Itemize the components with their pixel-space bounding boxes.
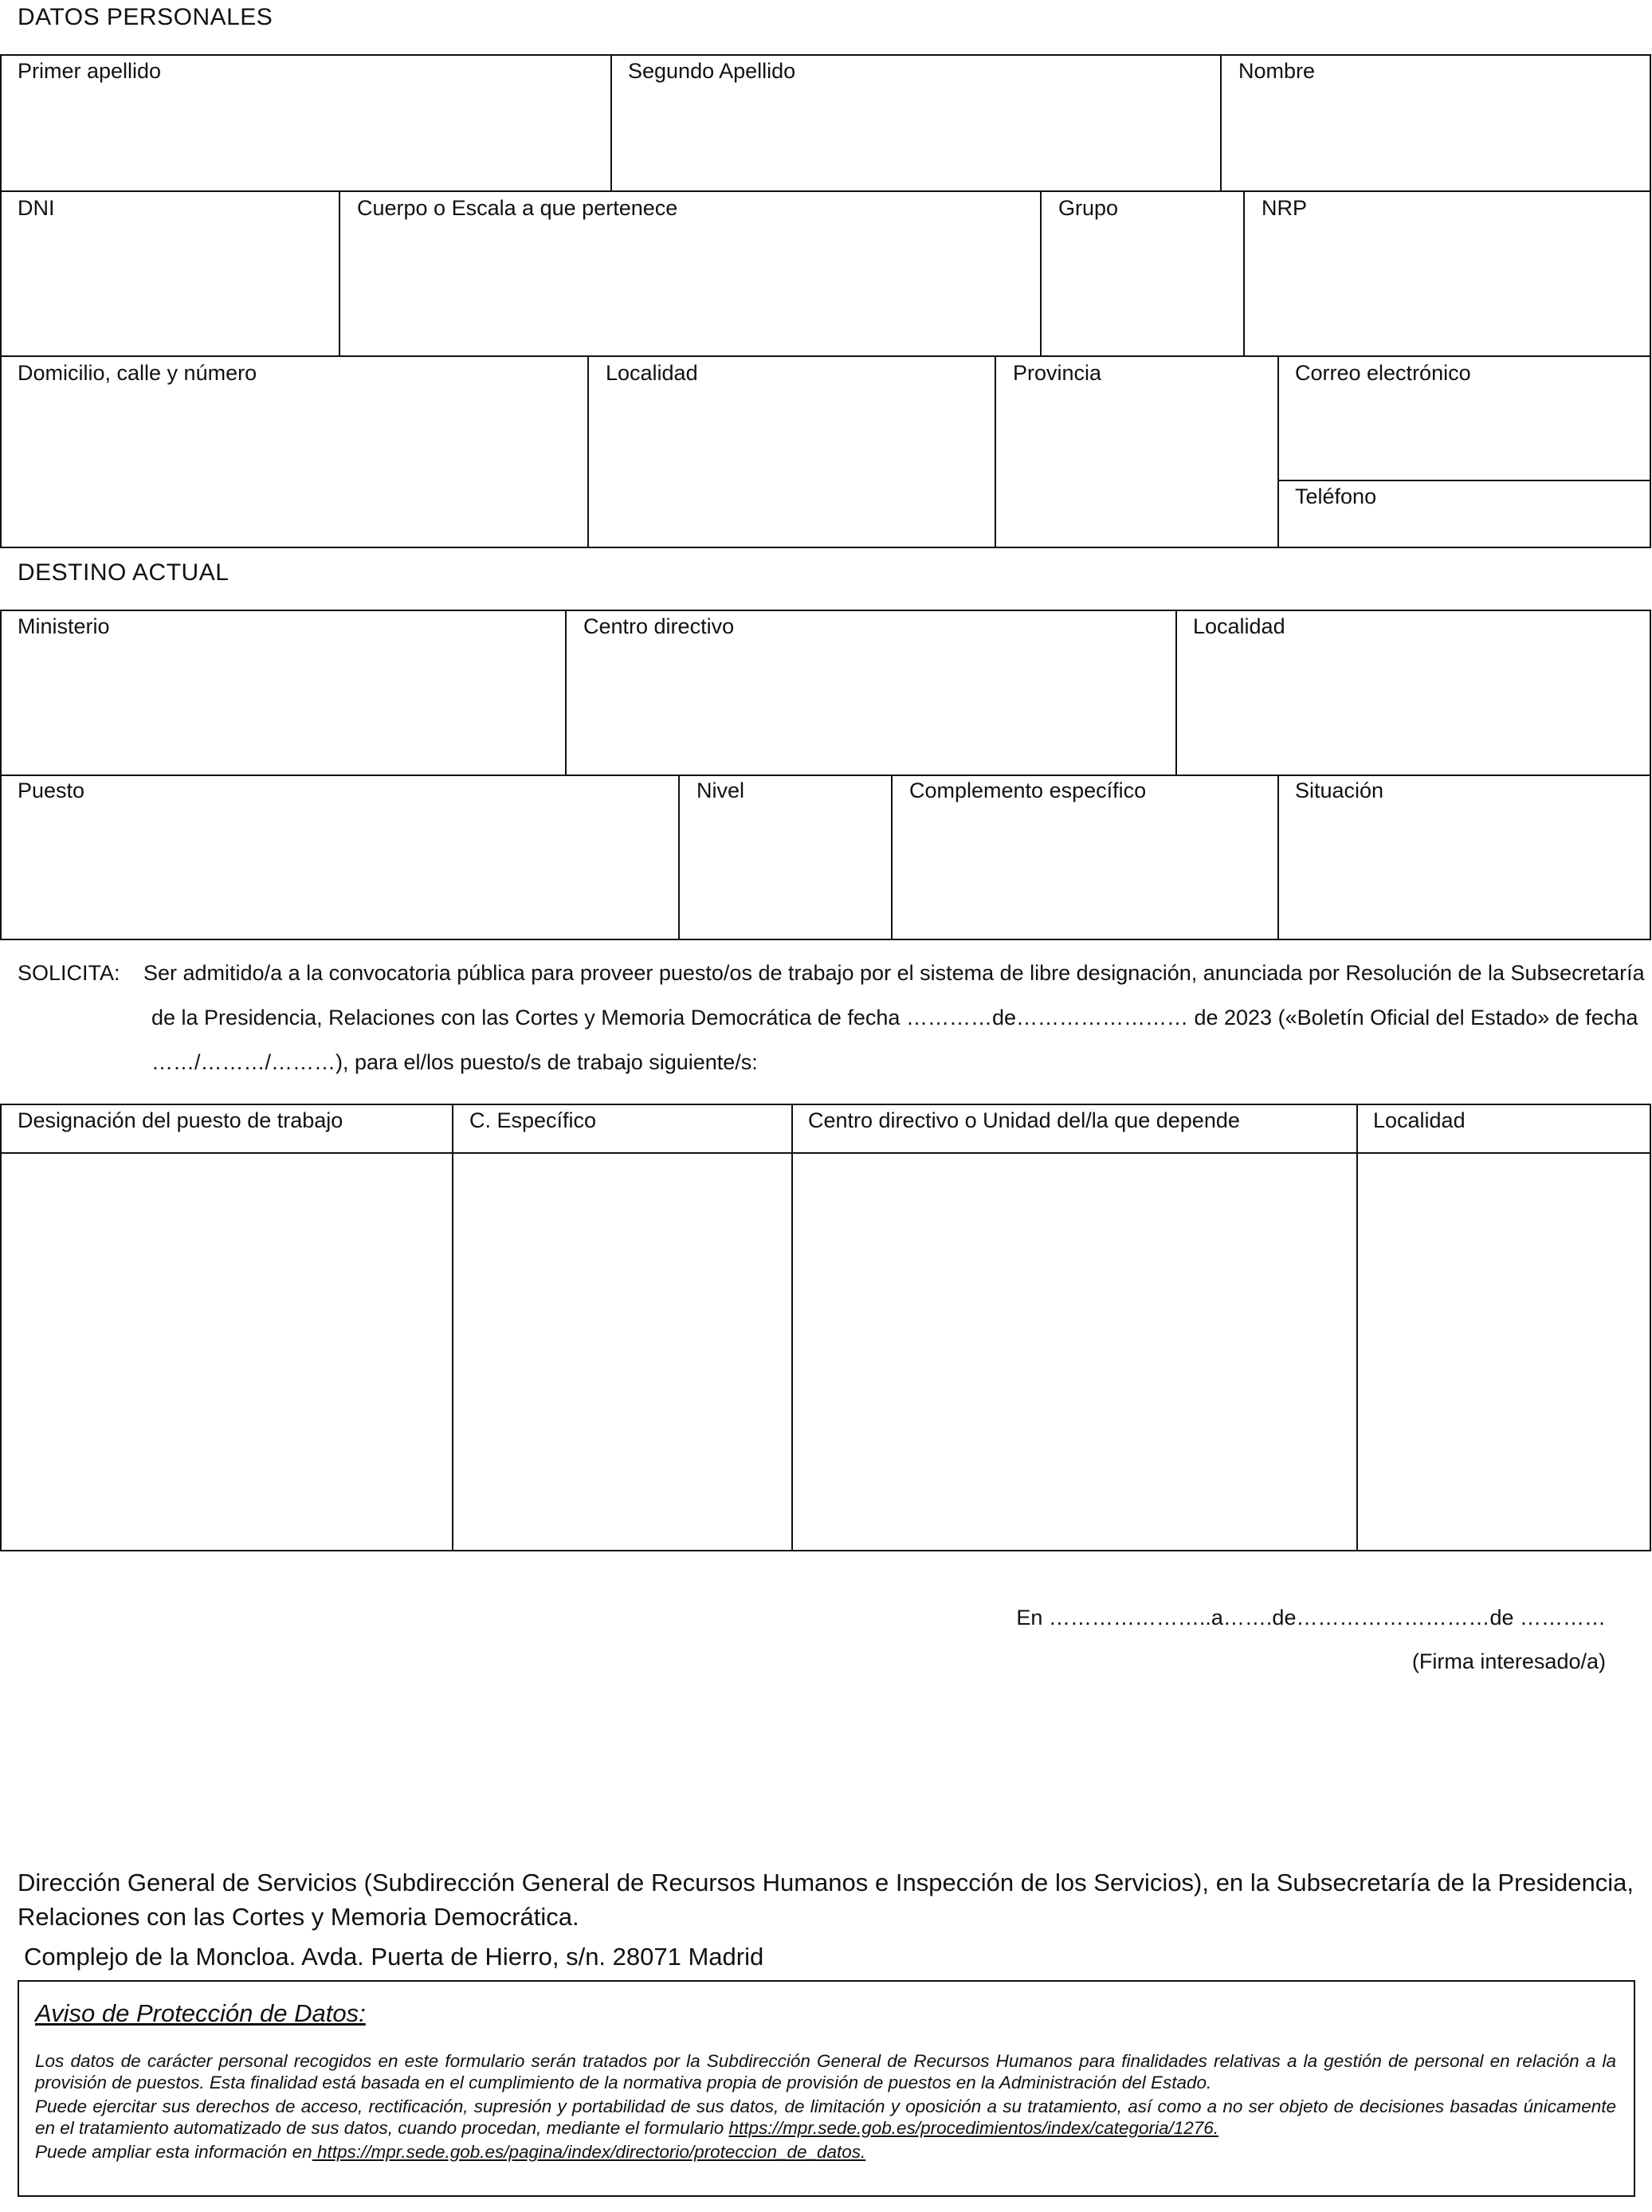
puesto-localidad-cell[interactable] [1358, 1154, 1650, 1550]
label-grupo: Grupo [1058, 196, 1119, 220]
privacy-paragraph-3-text: Puede ampliar esta información en [35, 2142, 312, 2162]
puesto-field[interactable] [2, 776, 678, 939]
label-dni: DNI [18, 196, 55, 220]
footer-address: Complejo de la Moncloa. Avda. Puerta de Hierro, s/n. 28071 Madrid [24, 1943, 764, 1971]
signature-area[interactable] [956, 1689, 1610, 1809]
designacion-cell[interactable] [2, 1154, 452, 1550]
centro-directivo-cell[interactable] [793, 1154, 1356, 1550]
label-nombre: Nombre [1238, 59, 1316, 83]
label-destino-localidad: Localidad [1193, 614, 1285, 638]
firma-caption: (Firma interesado/a) [1411, 1649, 1606, 1673]
footer-line-2: Relaciones con las Cortes y Memoria Democrática. [18, 1903, 579, 1931]
privacy-title: Aviso de Protección de Datos: [35, 1999, 366, 2027]
solicita-label: SOLICITA: [18, 961, 120, 985]
footer-line-1: Dirección General de Servicios (Subdirección General de Recursos Humanos e Inspección de los Servicios), en la Subsecretaría de la Presidencia, [18, 1869, 1634, 1896]
label-nivel: Nivel [697, 779, 745, 802]
table-header-c-especifico: C. Específico [469, 1108, 597, 1132]
privacy-paragraph-1: Los datos de carácter personal recogidos en este formulario serán tratados por la Subdirección General de Recursos Humanos para finalidades relativas a la gestión de personal en relación a la provisión de puestos. Esta finalidad está basada en el cumplimiento de la normativa propia de provisión de puestos en la Administración del Estado. [35, 2051, 1616, 2092]
firma-place-date: En …………………..a…….de………………………de ………… [1016, 1606, 1606, 1630]
label-centro-directivo: Centro directivo [583, 614, 735, 638]
label-primer-apellido: Primer apellido [18, 59, 162, 83]
c-especifico-cell[interactable] [453, 1154, 791, 1550]
label-telefono: Teléfono [1295, 484, 1377, 508]
label-localidad: Localidad [606, 361, 698, 385]
label-complemento: Complemento específico [909, 779, 1147, 802]
label-cuerpo: Cuerpo o Escala a que pertenece [357, 196, 678, 220]
privacy-paragraph-3 [35, 2141, 1616, 2163]
proteccion-datos-link[interactable]: https://mpr.sede.gob.es/pagina/index/directorio/proteccion_de_datos. [312, 2142, 866, 2162]
privacy-paragraph-2-text: Puede ejercitar sus derechos de acceso, rectificación, supresión y portabilidad de sus datos, de limitación y oposición a su tratamiento, así como a no ser objeto de decisiones basadas únicamente en el tratamiento automatizado de sus datos, cuando procedan, mediante el formulario [35, 2096, 1616, 2138]
procedimientos-link[interactable]: https://mpr.sede.gob.es/procedimientos/index/categoria/1276. [728, 2118, 1219, 2138]
section-title-destino-actual: DESTINO ACTUAL [18, 559, 230, 586]
solicita-line-1: Ser admitido/a a la convocatoria pública para proveer puesto/os de trabajo por el sistema de libre designación, anunciada por Resolución de la Subsecretaría [143, 961, 1645, 985]
label-nrp: NRP [1262, 196, 1308, 220]
table-header-designacion: Designación del puesto de trabajo [18, 1108, 343, 1132]
label-domicilio: Domicilio, calle y número [18, 361, 257, 385]
label-situacion: Situación [1295, 779, 1384, 802]
privacy-paragraph-2 [35, 2096, 1616, 2139]
label-provincia: Provincia [1013, 361, 1102, 385]
label-puesto: Puesto [18, 779, 85, 802]
solicita-line-2: de la Presidencia, Relaciones con las Cortes y Memoria Democrática de fecha …………de…………………… de 2023 («Boletín Oficial del Estado» de fecha [151, 1006, 1638, 1030]
section-title-datos-personales: DATOS PERSONALES [18, 4, 273, 30]
label-segundo-apellido: Segundo Apellido [628, 59, 796, 83]
table-header-localidad: Localidad [1373, 1108, 1466, 1132]
solicita-line-3: ……/………/………), para el/los puesto/s de trabajo siguiente/s: [151, 1050, 758, 1074]
label-correo: Correo electrónico [1295, 361, 1471, 385]
table-header-centro-directivo: Centro directivo o Unidad del/la que depende [808, 1108, 1240, 1132]
label-ministerio: Ministerio [18, 614, 110, 638]
